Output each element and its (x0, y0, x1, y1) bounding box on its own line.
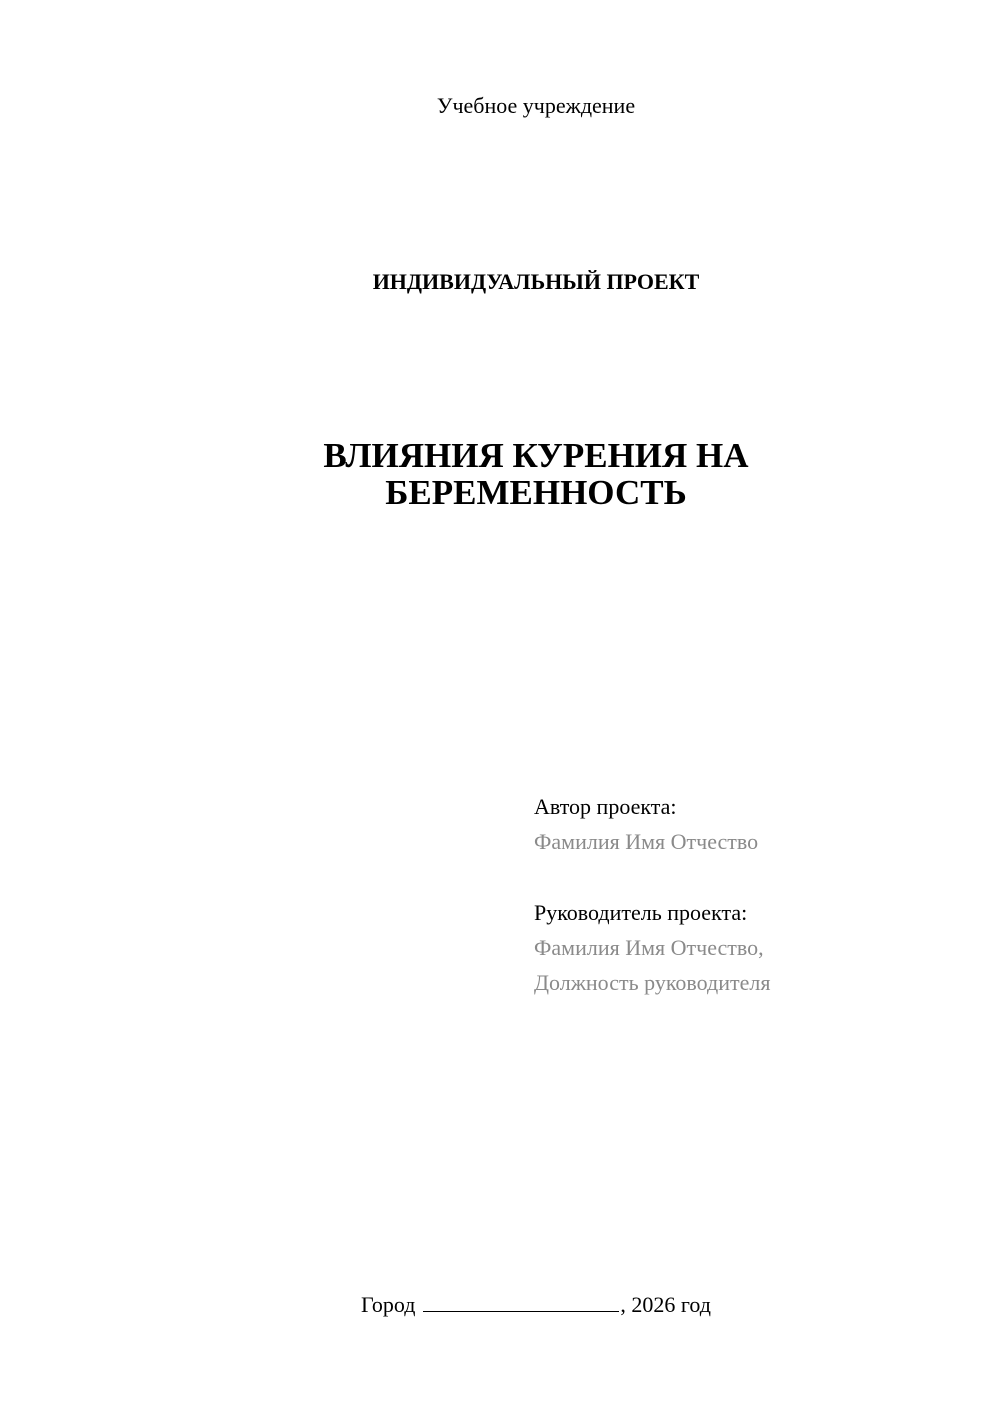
supervisor-label: Руководитель проекта: (534, 900, 748, 925)
project-type-heading: ИНДИВИДУАЛЬНЫЙ ПРОЕКТ (372, 269, 700, 294)
footer-city-year (0, 1291, 1000, 1319)
author-name: Фамилия Имя Отчество (534, 829, 759, 854)
supervisor-name: Фамилия Имя Отчество, (534, 935, 764, 960)
year-text: , 2026 год (620, 1292, 711, 1317)
authorship-block (534, 789, 954, 1000)
city-blank-line (423, 1291, 619, 1312)
institution-name: Учебное учреждение (436, 93, 636, 118)
project-title-line-2: БЕРЕМЕННОСТЬ (385, 473, 687, 512)
project-title-line-1: ВЛИЯНИЯ КУРЕНИЯ НА (323, 436, 749, 475)
author-label: Автор проекта: (534, 794, 677, 819)
project-title (0, 437, 1000, 511)
city-label: Город (361, 1292, 416, 1317)
spacer (534, 859, 954, 895)
supervisor-position: Должность руководителя (534, 970, 771, 995)
